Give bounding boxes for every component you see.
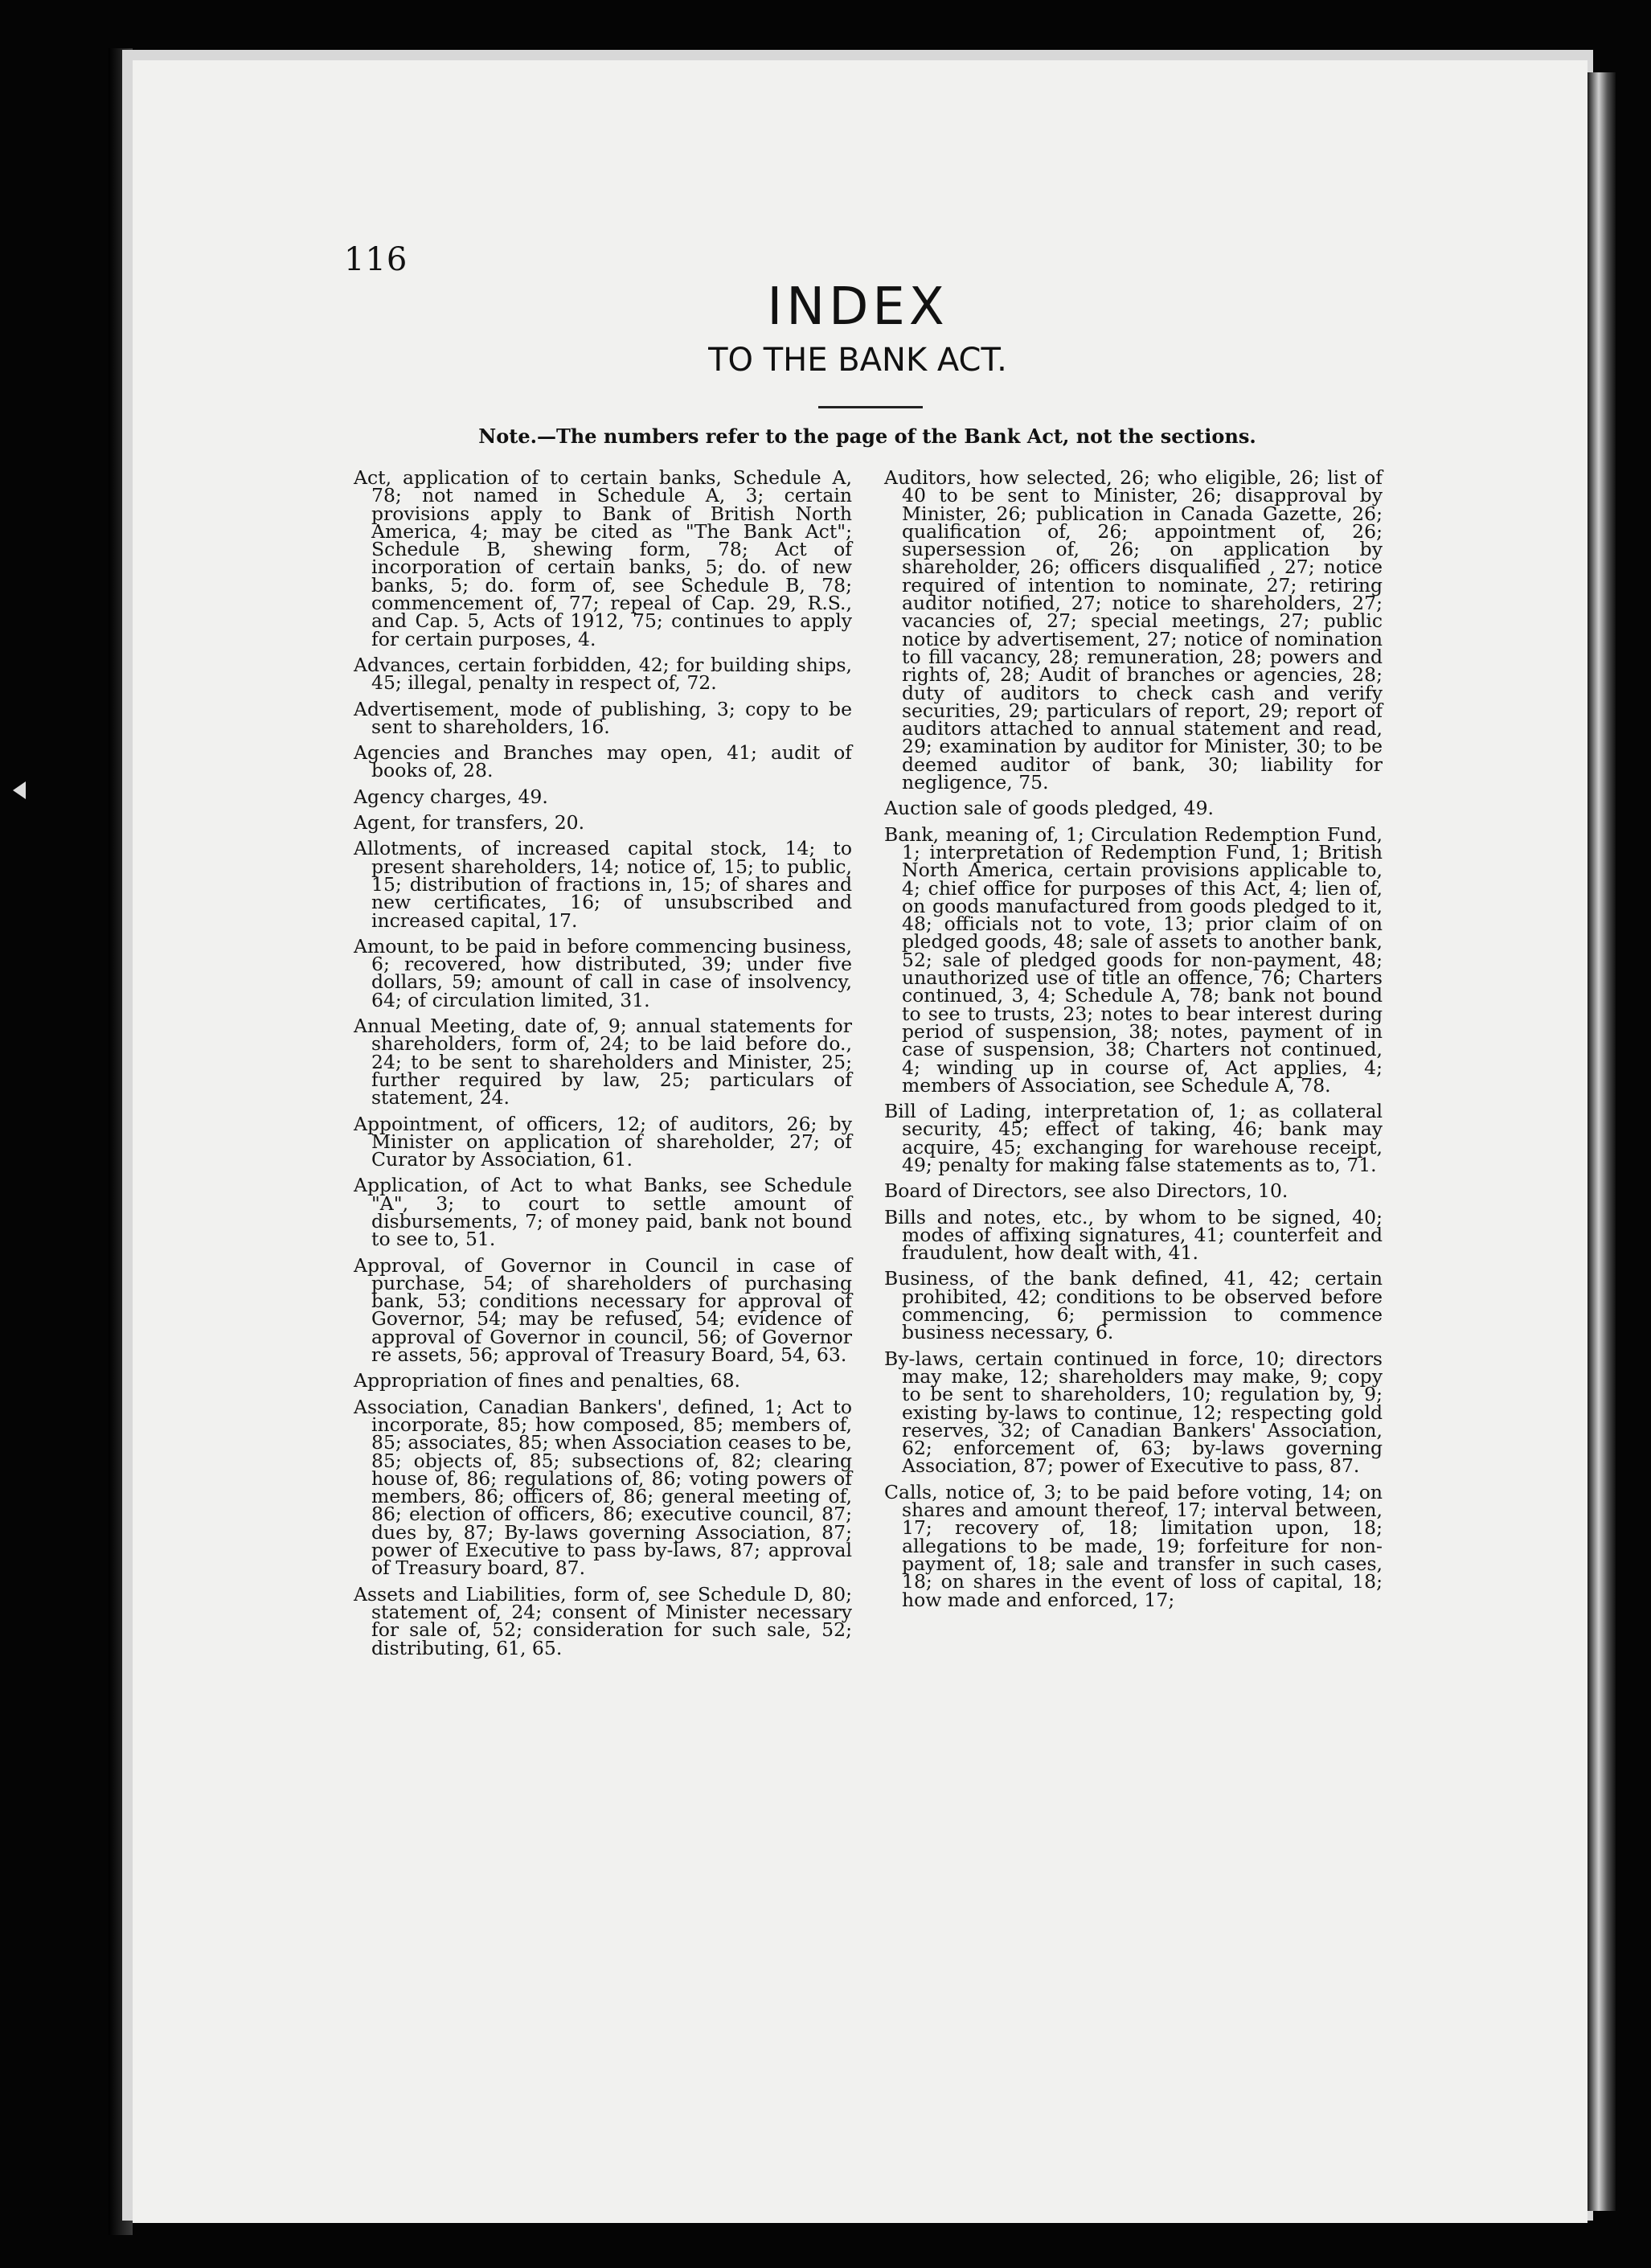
index-entry: Advertisement, mode of publishing, 3; copy to be sent to shareholders, 16. (354, 697, 852, 738)
index-entry: By-laws, certain continued in force, 10; directors may make, 12; shareholders may make, 9; copy to be sent to shareholders, 10; regulation by, 9; existing by-laws to continue, 12; respecting gold reserves, 32; of Canadian Bankers' Association, 62; enforcement of, 63; by-laws governing Association, 87; power of Executive to pass, 87. (884, 1347, 1383, 1478)
index-entry: Auction sale of goods pledged, 49. (884, 797, 1214, 820)
page-number: 116 (344, 241, 408, 278)
index-entry: Agency charges, 49. (354, 785, 548, 808)
index-entry: Auditors, how selected, 26; who eligible, 26; list of 40 to be sent to Minister, 26; disapproval by Minister, 26; publication in Canada Gazette, 26; qualification of, 26; appointment of, 26; supersession of, 26; on application by shareholder, 26; officers disqualified , 27; notice required of intention to nominate, 27; retiring auditor notified, 27; notice to shareholders, 27; vacancies of, 27; special meetings, 27; public notice by advertisement, 27; notice of nomination to fill vacancy, 28; remuneration, 28; powers and rights of, 28; Audit of branches or agencies, 28; duty of auditors to check cash and verify securities, 29; particulars of report, 29; report of auditors attached to annual statement and read, 29; examination by auditor for Minister, 30; to be deemed auditor of bank, 30; liability for negligence, 75. (884, 466, 1383, 794)
index-entry: Act, application of to certain banks, Schedule A, 78; not named in Schedule A, 3; certain provisions apply to Bank of British North America, 4; may be cited as "The Bank Act"; Schedule B, shewing form, 78; Act of incorporation of certain banks, 5; do. of new banks, 5; do. form of, see Schedule B, 78; commencement of, 77; repeal of Cap. 29, R.S., and Cap. 5, Acts of 1912, 75; continues to apply for certain purposes, 4. (354, 466, 852, 650)
index-entry: Appointment, of officers, 12; of auditors, 26; by Minister on application of shareholder, 27; of Curator by Association, 61. (354, 1112, 852, 1171)
index-entry: Business, of the bank defined, 41, 42; certain prohibited, 42; conditions to be observed before commencing, 6; permission to commence business necessary, 6. (884, 1267, 1383, 1344)
index-entry: Calls, notice of, 3; to be paid before voting, 14; on shares and amount thereof, 17; interval between, 17; recovery of, 18; limitation upon, 18; allegations to be made, 19; forfeiture for non-payment of, 18; sale and transfer in such cases, 18; on shares in the event of loss of capital, 18; how made and enforced, 17; (884, 1480, 1383, 1611)
index-entry: Bills and notes, etc., by whom to be signed, 40; modes of affixing signatures, 41; counterfeit and fraudulent, how dealt with, 41. (884, 1205, 1383, 1265)
index-entry: Annual Meeting, date of, 9; annual statements for shareholders, form of, 24; to be laid before do., 24; to be sent to shareholders and Minister, 25; further required by law, 25; particulars of statement, 24. (354, 1015, 852, 1109)
index-entry: Allotments, of increased capital stock, 14; to present shareholders, 14; notice of, 15; to public, 15; distribution of fractions in, 15; of shares and new certificates, 16; of unsubscribed and increased capital, 17. (354, 837, 852, 932)
index-column-left (354, 466, 852, 1665)
index-entry: Application, of Act to what Banks, see Schedule "A", 3; to court to settle amount of disbursements, 7; of money paid, bank not bound to see to, 51. (354, 1174, 852, 1251)
index-entry: Agencies and Branches may open, 41; audit of books of, 28. (354, 741, 852, 782)
index-subtitle: TO THE BANK ACT. (708, 342, 1007, 379)
margin-arrow-icon (13, 781, 26, 799)
index-entry: Agent, for transfers, 20. (354, 811, 585, 835)
index-entry: Amount, to be paid in before commencing business, 6; recovered, how distributed, 39; under five dollars, 59; amount of call in case of insolvency, 64; of circulation limited, 31. (354, 934, 852, 1011)
index-entry: Association, Canadian Bankers', defined, 1; Act to incorporate, 85; how composed, 85; members of, 85; associates, 85; when Association ceases to be, 85; objects of, 85; subsections of, 82; clearing house of, 86; regulations of, 86; voting powers of members, 86; officers of, 86; general meeting of, 86; election of officers, 86; executive council, 87; dues by, 87; By-laws governing Association, 87; power of Executive to pass by-laws, 87; approval of Treasury board, 87. (354, 1395, 852, 1580)
index-note: Note.—The numbers refer to the page of the Bank Act, not the sections. (478, 424, 1256, 448)
index-entry: Bank, meaning of, 1; Circulation Redemption Fund, 1; interpretation of Redemption Fund, 1; British North America, certain provisions applicable to, 4; chief office for purposes of this Act, 4; lien of, on goods manufactured from goods pledged to it, 48; officials not to vote, 13; prior claim of on pledged goods, 48; sale of assets to another bank, 52; sale of pledged goods for non-payment, 48; unauthorized use of title an offence, 76; Charters continued, 3, 4; Schedule A, 78; bank not bound to see to trusts, 23; notes to bear interest during period of suspension, 38; notes, payment of in case of suspension, 38; Charters not continued, 4; winding up in course of, Act applies, 4; members of Association, see Schedule A, 78. (884, 822, 1383, 1097)
index-entry: Approval, of Governor in Council in case of purchase, 54; of shareholders of purchasing bank, 53; conditions necessary for approval of Governor, 54; may be refused, 54; evidence of approval of Governor in council, 56; of Governor re assets, 56; approval of Treasury Board, 54, 63. (354, 1253, 852, 1367)
title-rule (818, 406, 923, 408)
index-entry: Advances, certain forbidden, 42; for building ships, 45; illegal, penalty in respect of, 72. (354, 653, 852, 695)
index-entry: Board of Directors, see also Directors, 10. (884, 1179, 1288, 1203)
index-column-right (884, 466, 1383, 1617)
book-binding-edge (1588, 72, 1616, 2211)
index-title: INDEX (767, 277, 948, 337)
index-entry: Bill of Lading, interpretation of, 1; as collateral security, 45; effect of taking, 46; bank may acquire, 45; exchanging for warehouse receipt, 49; penalty for making false statements as to, 71. (884, 1100, 1383, 1176)
index-entry: Assets and Liabilities, form of, see Schedule D, 80; statement of, 24; consent of Minister necessary for sale of, 52; consideration for such sale, 52; distributing, 61, 65. (354, 1582, 852, 1659)
index-entry: Appropriation of fines and penalties, 68. (354, 1369, 741, 1392)
